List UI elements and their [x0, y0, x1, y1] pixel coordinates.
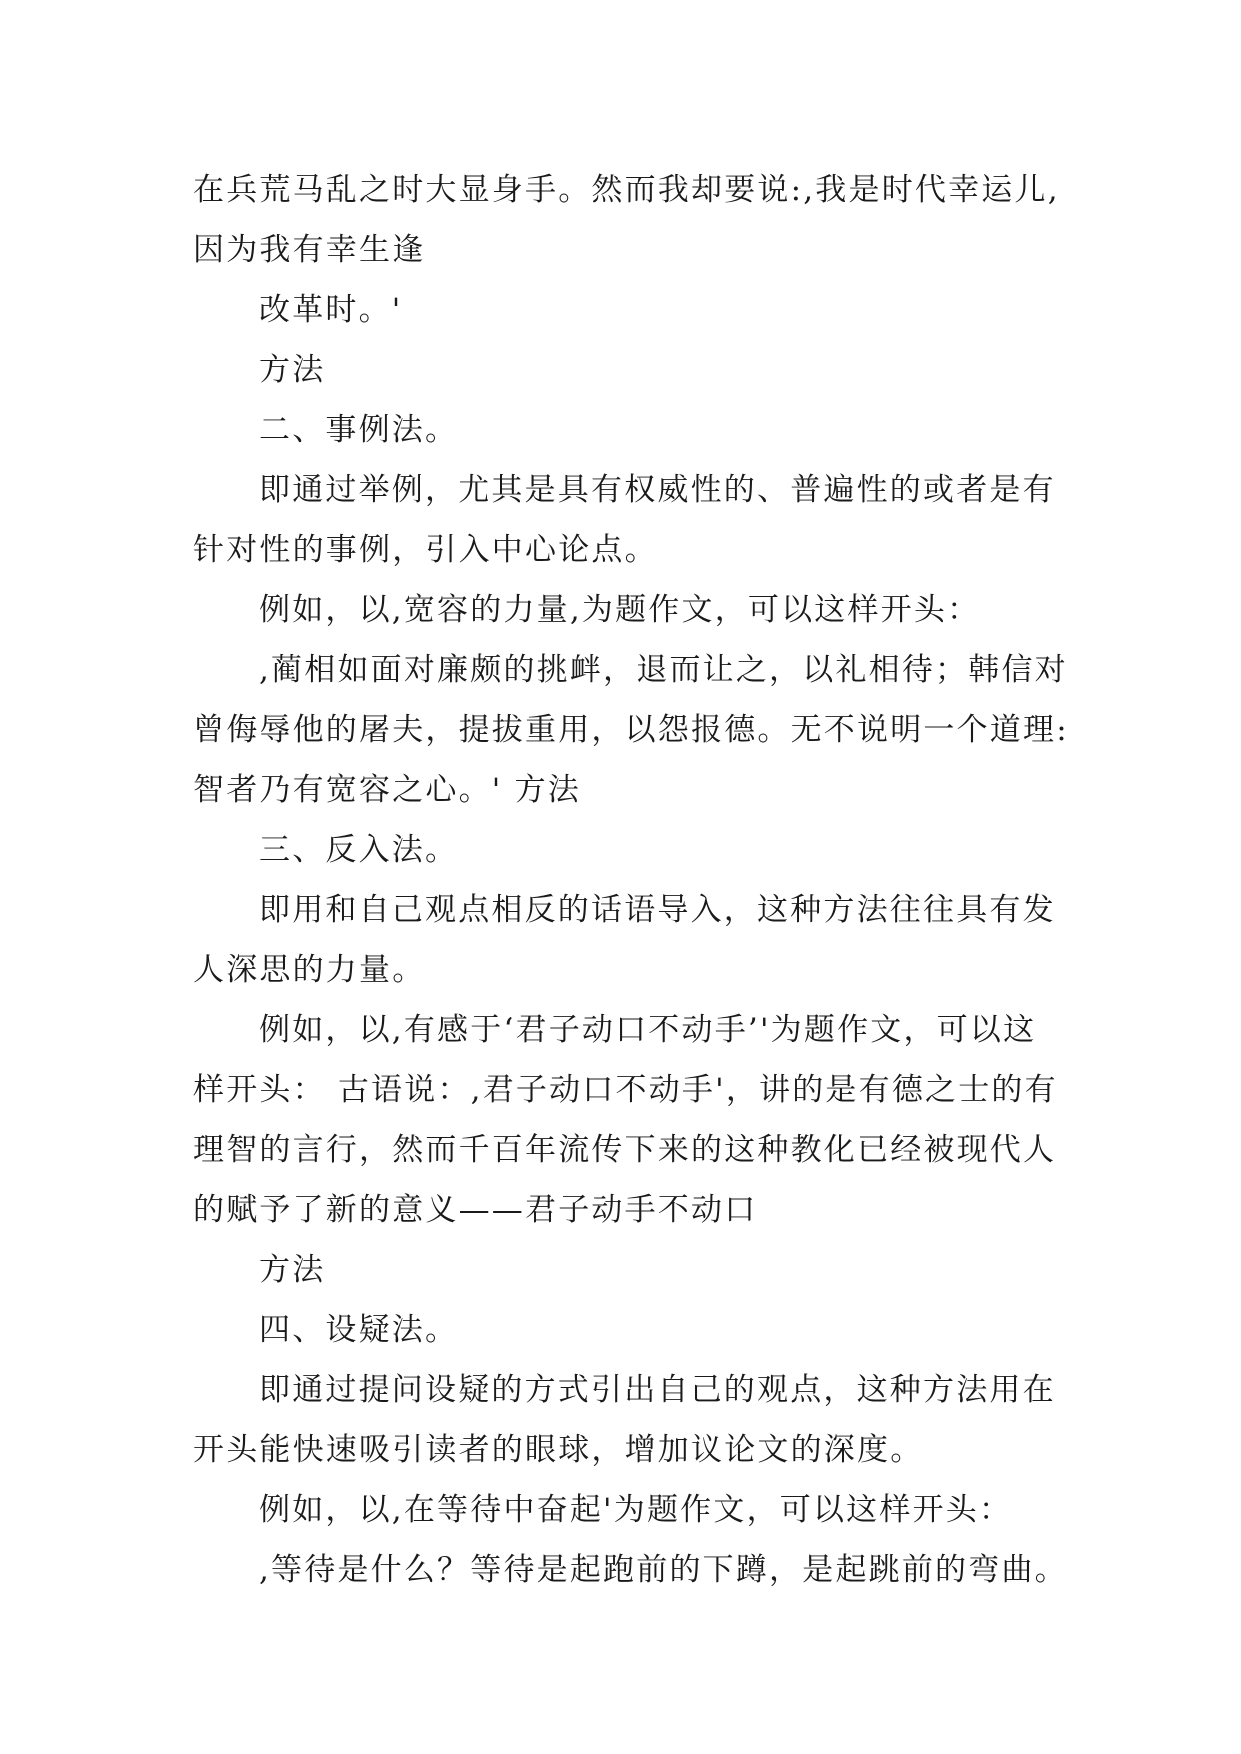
section-heading: 二、事例法。 [259, 412, 459, 448]
text-line: 因为我有幸生逢 [193, 232, 426, 268]
text-line: 人深思的力量。 [193, 952, 426, 988]
text-line: ,等待是什么？等待是起跑前的下蹲，是起跳前的弯曲。 [259, 1552, 1068, 1588]
text-line: 的赋予了新的意义——君子动手不动口 [193, 1192, 758, 1228]
text-line: 在兵荒马乱之时大显身手。然而我却要说:,我是时代幸运儿, [193, 172, 1060, 208]
section-heading: 三、反入法。 [259, 832, 459, 868]
document-body [193, 160, 1073, 1600]
text-line: 针对性的事例，引入中心论点。 [193, 532, 658, 568]
text-line: 即通过举例，尤其是具有权威性的、普遍性的或者是有 [259, 472, 1056, 508]
text-line: 改革时。' [259, 292, 403, 328]
text-line: 例如，以,有感于‘君子动口不动手’'为题作文，可以这 [259, 1012, 1037, 1048]
text-line: 方法 [259, 1252, 326, 1288]
text-line: 智者乃有宽容之心。' 方法 [193, 772, 581, 808]
text-line: 即通过提问设疑的方式引出自己的观点，这种方法用在 [259, 1372, 1056, 1408]
text-line: 理智的言行，然而千百年流传下来的这种教化已经被现代人 [193, 1132, 1057, 1168]
text-line: 样开头： 古语说：,君子动口不动手'，讲的是有德之士的有 [193, 1072, 1058, 1108]
text-line: 例如，以,宽容的力量,为题作文，可以这样开头： [259, 592, 981, 628]
text-line: 即用和自己观点相反的话语导入，这种方法往往具有发 [259, 892, 1056, 928]
text-line: 例如，以,在等待中奋起'为题作文，可以这样开头： [259, 1492, 1013, 1528]
text-line: 方法 [259, 352, 326, 388]
text-line: 开头能快速吸引读者的眼球，增加议论文的深度。 [193, 1432, 924, 1468]
text-line: ,蔺相如面对廉颇的挑衅，退而让之，以礼相待；韩信对 [259, 652, 1068, 688]
text-line: 曾侮辱他的屠夫，提拔重用，以怨报德。无不说明一个道理: [193, 712, 1069, 748]
section-heading: 四、设疑法。 [259, 1312, 459, 1348]
